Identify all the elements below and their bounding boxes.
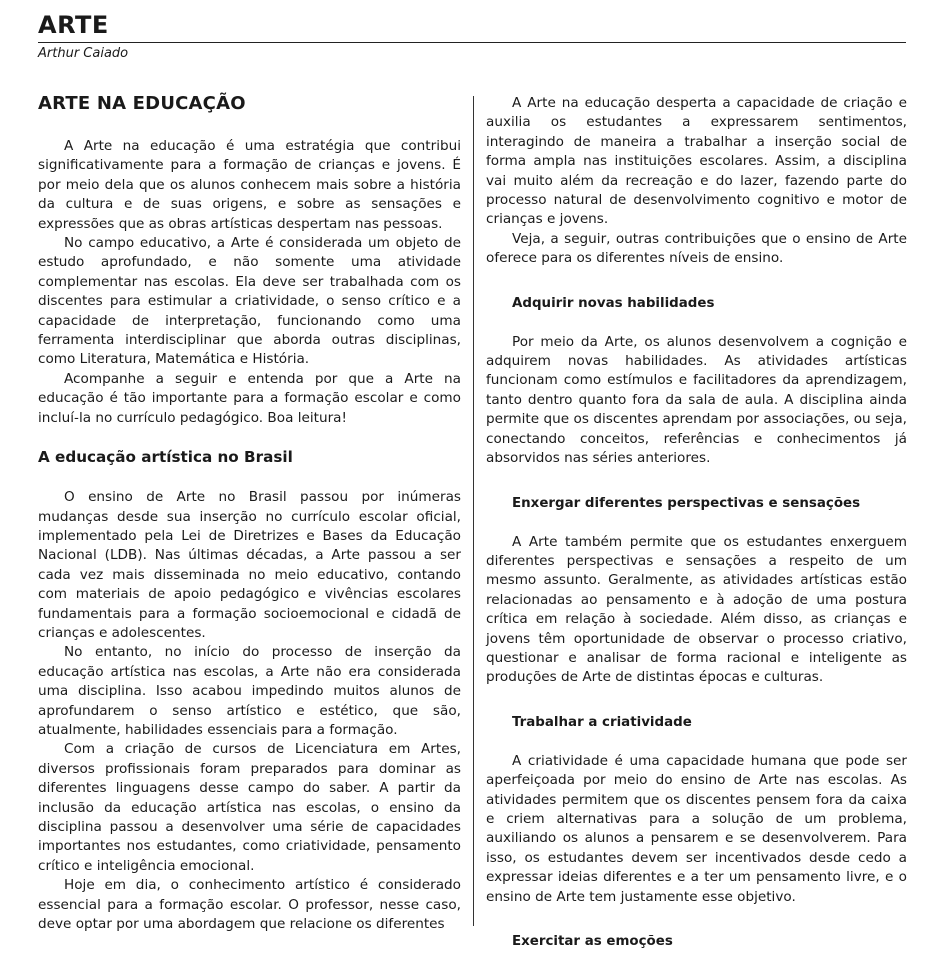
paragraph: A Arte na educação é uma estratégia que contribui significativamente para a formação de crianças e jovens. É por meio dela que os alunos conhecem mais sobre a história da cultura e de suas origens, e sobre as sensações e expressões que as obras artísticas despertam nas pessoas. (38, 138, 461, 232)
column-divider (473, 96, 474, 926)
left-column (38, 92, 461, 934)
paragraph: Hoje em dia, o conhecimento artístico é considerado essencial para a formação escolar. O professor, nesse caso, deve optar por uma abordagem que relacione os diferentes (38, 877, 461, 933)
paragraph: Com a criação de cursos de Licenciatura em Artes, diversos profissionais foram preparados para dominar as diferentes linguagens desse campo do saber. A partir da inclusão da educação artística nas escolas, o ensino da disciplina passou a desenvolver uma série de capacidades importantes nos estudantes, como criatividade, pensamento crítico e inteligência emocional. (38, 741, 461, 874)
topic-heading: Exercitar as emoções (512, 934, 673, 949)
subsection-heading: A educação artística no Brasil (38, 448, 293, 467)
topic-heading: Trabalhar a criatividade (512, 714, 692, 730)
paragraph: No entanto, no início do processo de inserção da educação artística nas escolas, a Arte não era considerada uma disciplina. Isso acabou impedindo muitos alunos de aprofundarem o senso artístico e estético, que são, atualmente, habilidades essenciais para a formação. (38, 644, 461, 738)
topic-heading: Adquirir novas habilidades (512, 295, 715, 311)
paragraph: No campo educativo, a Arte é considerada um objeto de estudo aprofundado, e não somente uma atividade complementar nas escolas. Ela deve ser trabalhada com os discentes para estimular a criatividade, o senso crítico e a capacidade de interpretação, funcionando como uma ferramenta interdisciplinar que aborda outras disciplinas, como Literatura, Matemática e História. (38, 235, 461, 368)
topic-heading: Enxergar diferentes perspectivas e sensações (512, 495, 861, 511)
header-rule (38, 42, 906, 43)
paragraph: A Arte também permite que os estudantes enxerguem diferentes perspectivas e sensações a respeito de um mesmo assunto. Geralmente, as atividades artísticas estão relacionadas ao pensamento e à adoção de uma postura crítica em relação à sociedade. Além disso, as crianças e jovens têm oportunidade de observar o processo criativo, questionar e analisar de forma racional e inteligente as produções de Arte de distintas épocas e culturas. (486, 533, 907, 686)
paragraph: A criatividade é uma capacidade humana que pode ser aperfeiçoada por meio do ensino de Arte nas escolas. As atividades permitem que os discentes pensem fora da caixa e criem alternativas para a solução de um problema, auxiliando os alunos a pensarem e se desenvolverem. Para isso, os estudantes devem ser incentivados desde cedo a expressar ideias diferentes e a ter um pensamento livre, e o ensino de Arte tem justamente esse objetivo. (486, 752, 907, 905)
page-header (38, 10, 906, 61)
section-heading: ARTE NA EDUCAÇÃO (38, 93, 246, 114)
page-title: ARTE (38, 11, 109, 39)
author-name: Arthur Caiado (38, 46, 129, 61)
paragraph: Veja, a seguir, outras contribuições que o ensino de Arte oferece para os diferentes níveis de ensino. (486, 230, 907, 267)
paragraph: O ensino de Arte no Brasil passou por inúmeras mudanças desde sua inserção no currículo escolar oficial, implementado pela Lei de Diretrizes e Bases da Educação Nacional (LDB). Nas últimas décadas, a Arte passou a ser cada vez mais disseminada no meio educativo, contando com materiais de apoio pedagógico e vivências escolares fundamentais para a formação socioemocional e cidadã de crianças e adolescentes. (38, 489, 461, 641)
paragraph: Por meio da Arte, os alunos desenvolvem a cognição e adquirem novas habilidades. As atividades artísticas funcionam como estímulos e facilitadores da aprendizagem, tanto dentro quanto fora da sala de aula. A disciplina ainda permite que os discentes aprendam por associações, ou seja, conectando conceitos, referências e conhecimentos já absorvidos nas séries anteriores. (486, 333, 907, 467)
right-column (486, 94, 907, 971)
paragraph: A Arte na educação desperta a capacidade de criação e auxilia os estudantes a expressarem sentimentos, interagindo de maneira a trabalhar a inserção social de forma ampla nas instituições escolares. Assim, a disciplina vai muito além da recreação e do lazer, fazendo parte do processo natural de desenvolvimento cognitivo e motor de crianças e jovens. (486, 95, 907, 228)
paragraph: Acompanhe a seguir e entenda por que a Arte na educação é tão importante para a formação escolar e como incluí-la no currículo pedagógico. Boa leitura! (38, 370, 461, 426)
